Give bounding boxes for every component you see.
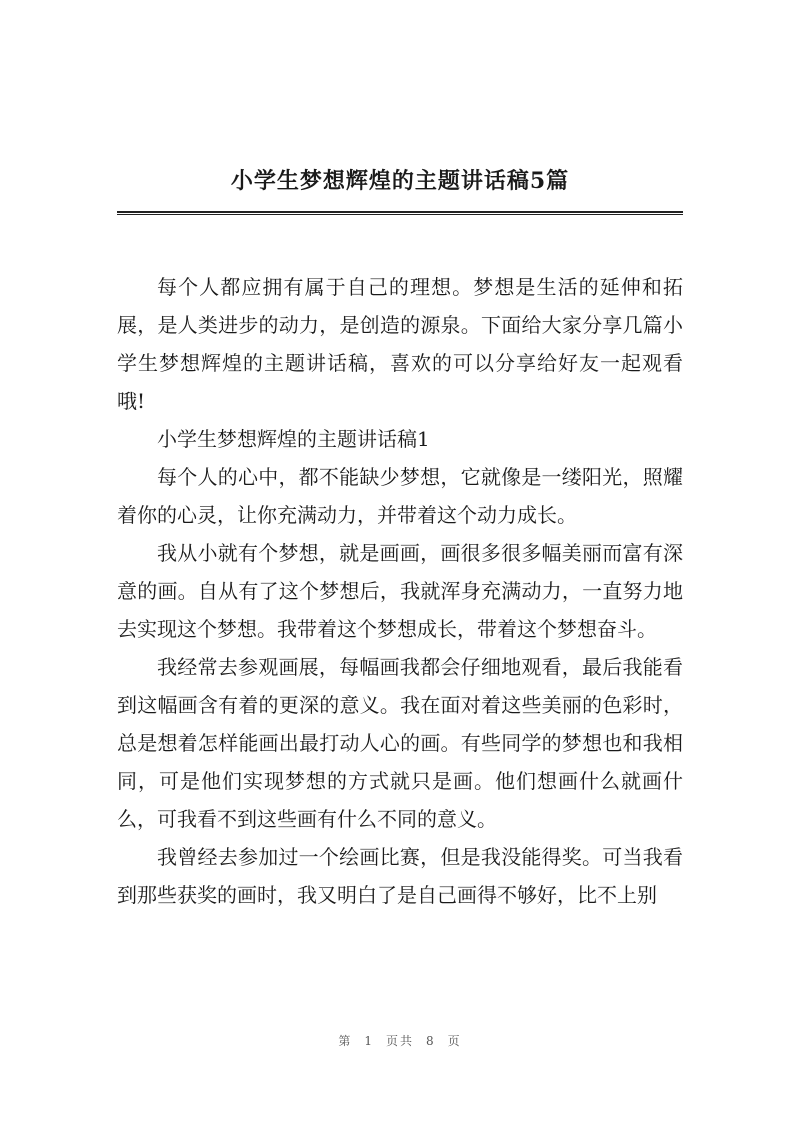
footer-suffix: 页 bbox=[447, 1034, 462, 1048]
footer-page-total: 8 bbox=[426, 1034, 436, 1048]
footer-prefix: 第 bbox=[338, 1034, 353, 1048]
body-paragraph: 我从小就有个梦想，就是画画，画很多很多幅美丽而富有深意的画。自从有了这个梦想后，我就浑身充满动力，一直努力地去实现这个梦想。我带着这个梦想成长，带着这个梦想奋斗。 bbox=[117, 541, 683, 641]
intro-paragraph: 每个人都应拥有属于自己的理想。梦想是生活的延伸和拓展，是人类进步的动力，是创造的源泉。下面给大家分享几篇小学生梦想辉煌的主题讲话稿，喜欢的可以分享给好友一起观看哦! bbox=[117, 275, 683, 413]
document-body bbox=[117, 268, 683, 914]
body-paragraph: 我曾经去参加过一个绘画比赛，但是我没能得奖。可当我看到那些获奖的画时，我又明白了是自己画得不够好，比不上别 bbox=[117, 845, 683, 907]
body-paragraph: 每个人的心中，都不能缺少梦想，它就像是一缕阳光，照耀着你的心灵，让你充满动力，并带着这个动力成长。 bbox=[117, 465, 683, 527]
body-paragraph: 我经常去参观画展，每幅画我都会仔细地观看，最后我能看到这幅画含有着的更深的意义。我在面对着这些美丽的色彩时，总是想着怎样能画出最打动人心的画。有些同学的梦想也和我相同，可是他们实现梦想的方式就只是画。他们想画什么就画什么，可我看不到这些画有什么不同的意义。 bbox=[117, 655, 683, 831]
footer-page-number: 1 bbox=[364, 1034, 374, 1048]
page-footer bbox=[0, 1032, 800, 1049]
footer-middle: 页共 bbox=[385, 1034, 414, 1048]
section-heading: 小学生梦想辉煌的主题讲话稿1 bbox=[157, 427, 430, 451]
title-divider bbox=[117, 211, 683, 215]
page-title: 小学生梦想辉煌的主题讲话稿5篇 bbox=[230, 168, 570, 194]
